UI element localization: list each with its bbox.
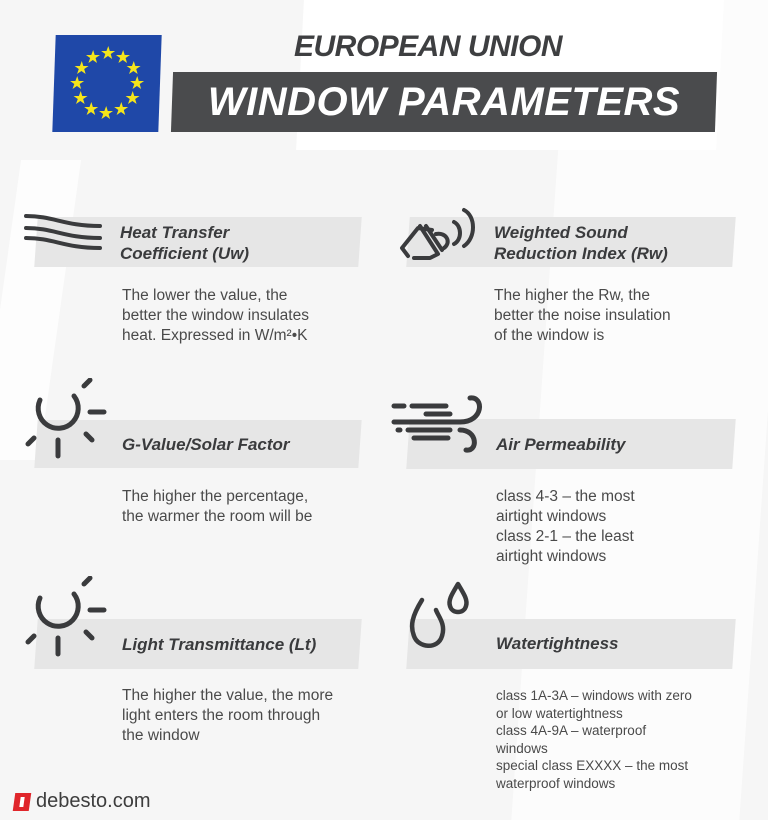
desc-line: of the window is: [494, 327, 605, 344]
desc-line: light enters the room through: [122, 707, 321, 724]
param-title: [122, 634, 316, 655]
param-title: [494, 222, 668, 264]
param-title: [496, 633, 619, 654]
sun-icon: [22, 378, 112, 468]
param-title-line: Watertightness: [496, 634, 619, 653]
desc-line: better the window insulates: [122, 307, 309, 324]
logo-text: debesto.com: [36, 790, 151, 812]
sound-window-icon: [396, 198, 488, 264]
param-title-line: Weighted Sound: [494, 223, 628, 242]
param-title: [120, 222, 249, 264]
desc-line: special class EXXXX – the most: [496, 758, 689, 773]
eu-flag-icon: [52, 35, 161, 132]
desc-line: class 4-3 – the most: [496, 488, 635, 505]
header-subtitle: EUROPEAN UNION: [293, 30, 563, 63]
desc-line: airtight windows: [496, 548, 607, 565]
param-title-line: Light Transmittance (Lt): [122, 635, 317, 654]
desc-line: airtight windows: [496, 508, 607, 525]
sun-icon: [22, 576, 112, 666]
param-title: [496, 434, 625, 455]
desc-line: class 2-1 – the least: [496, 528, 634, 545]
param-title-line: Air Permeability: [496, 435, 626, 454]
desc-line: The lower the value, the: [122, 287, 288, 304]
desc-line: The higher the Rw, the: [494, 287, 650, 304]
desc-line: or low watertightness: [496, 705, 623, 721]
param-description: [122, 286, 309, 346]
desc-line: class 4A-9A – waterproof: [496, 723, 647, 738]
desc-line: waterproof windows: [496, 775, 616, 791]
param-title: [122, 434, 290, 455]
param-title-line: Coefficient (Uw): [120, 244, 250, 263]
param-title-line: Heat Transfer: [120, 223, 230, 242]
param-description: [122, 487, 312, 527]
desc-line: better the noise insulation: [494, 307, 671, 324]
param-title-line: G-Value/Solar Factor: [122, 435, 290, 454]
param-description: [496, 687, 692, 792]
desc-line: class 1A-3A – windows with zero: [496, 688, 692, 703]
desc-line: The higher the percentage,: [122, 488, 309, 505]
debesto-logo[interactable]: [14, 790, 151, 813]
water-drops-icon: [408, 580, 478, 660]
desc-line: heat. Expressed in W/m²•K: [122, 327, 308, 344]
desc-line: the window: [122, 727, 200, 744]
param-description: [496, 487, 635, 567]
param-description: [122, 686, 333, 746]
param-description: [494, 286, 671, 346]
heat-waves-icon: [24, 212, 104, 256]
desc-line: windows: [496, 740, 548, 756]
desc-line: the warmer the room will be: [122, 508, 313, 525]
logo-mark-icon: [13, 793, 32, 811]
wind-icon: [390, 394, 490, 454]
desc-line: The higher the value, the more: [122, 687, 334, 704]
param-title-line: Reduction Index (Rw): [494, 244, 668, 263]
page-title: WINDOW PARAMETERS: [207, 80, 681, 124]
